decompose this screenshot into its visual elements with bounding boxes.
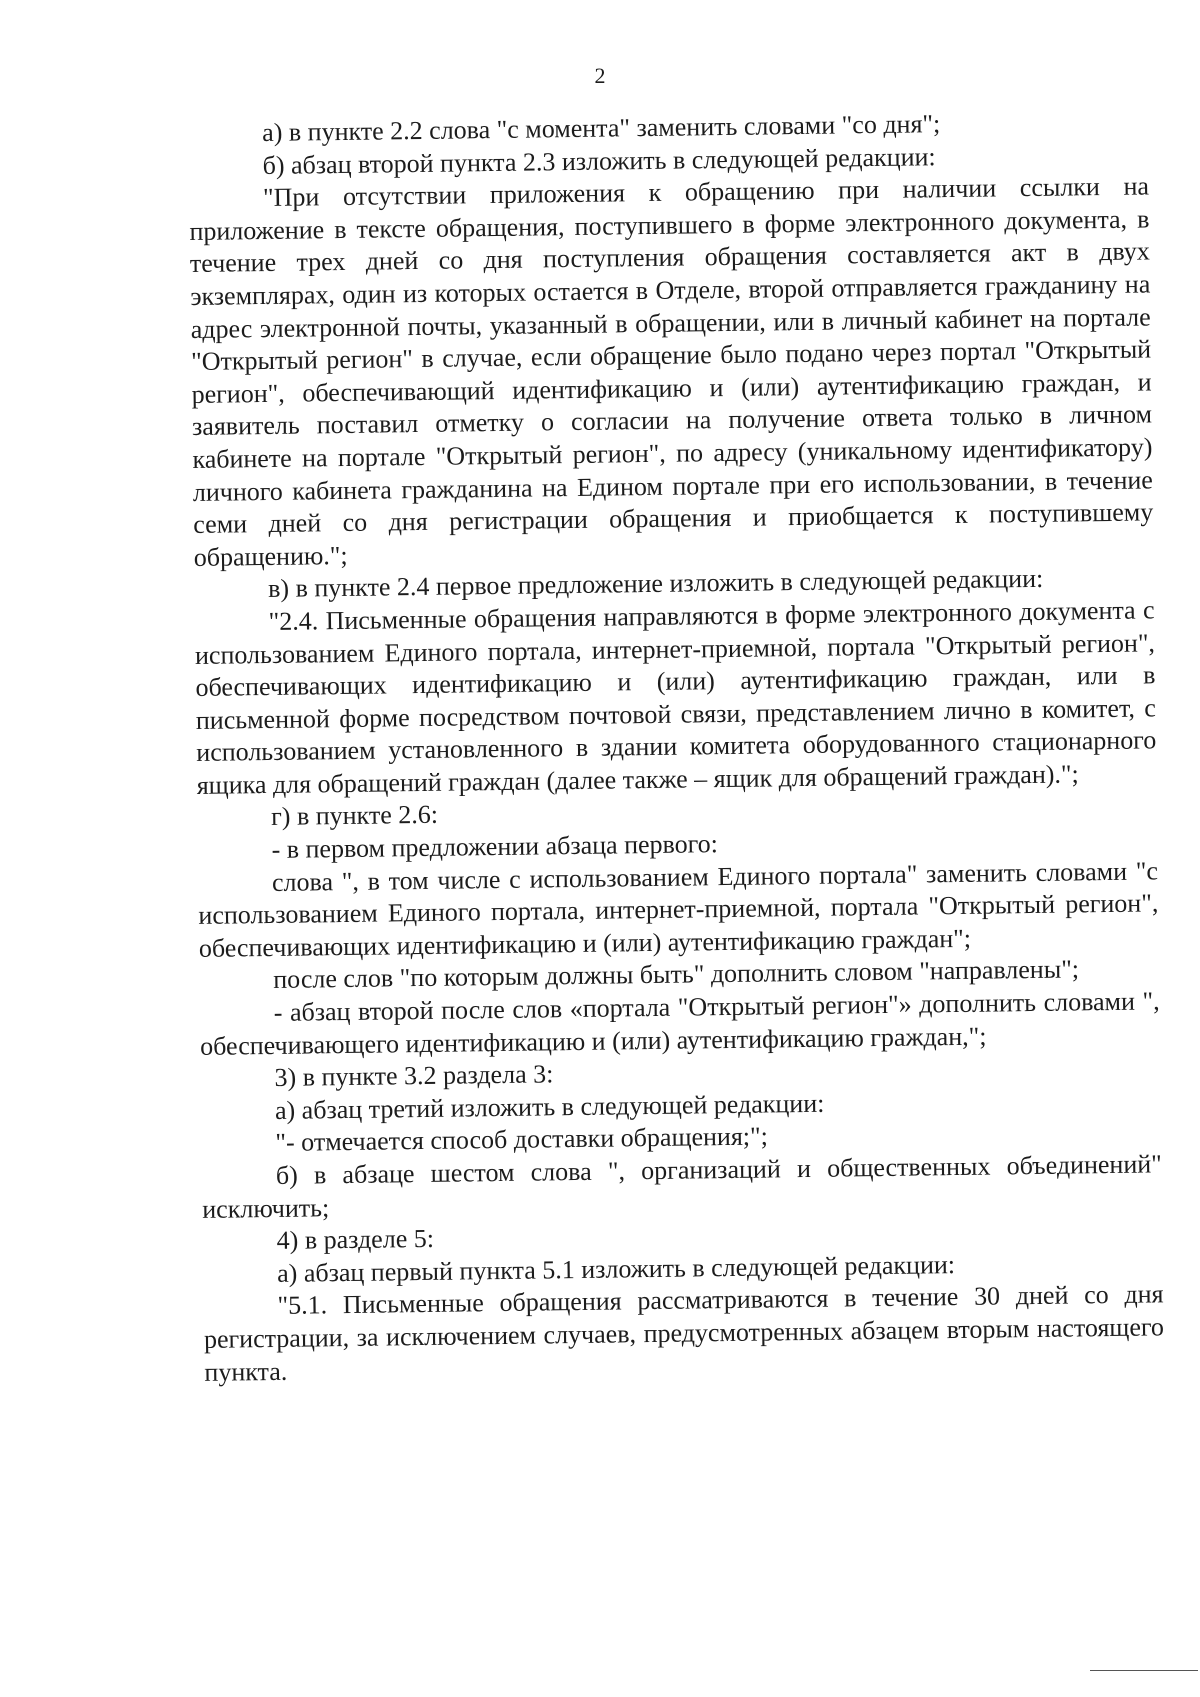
paragraph-2-4-heading: в) в пункте 2.4 первое предложение изложить в следующей редакции:: [267, 564, 1044, 604]
page-number: 2: [594, 63, 606, 88]
paragraph-2-3-heading: б) абзац второй пункта 2.3 изложить в следующей редакции:: [262, 141, 936, 180]
paragraph-5-1-text: "5.1. Письменные обращения рассматриваются в течение 30 дней со дня регистрации, за исключением случаев, предусмотренных абзацем вторым настоящего пункта.: [203, 1279, 1165, 1387]
paragraph-3-2-third: а) абзац третий изложить в следующей редакции:: [274, 1088, 825, 1125]
paragraph-5-heading: 4) в разделе 5:: [276, 1224, 435, 1256]
document-body: [188, 105, 1165, 1389]
paragraph-3-2-heading: 3) в пункте 3.2 раздела 3:: [274, 1059, 554, 1093]
paragraph-2-4-text: "2.4. Письменные обращения направляются в форме электронного документа с использованием Единого портала, интернет-приемной, портала "Открытый регион", обеспечивающих идентификацию и (или) аутентификацию граждан, или в письменной форме посредством почтовой связи, представлением лично в комитет, с использованием установленного в здании комитета оборудованного стационарного ящика для обращений граждан (далее также – ящик для обращений граждан).";: [194, 595, 1157, 800]
paragraph-2-2: а) в пункте 2.2 слова "с момента" заменить словами "со дня";: [262, 109, 941, 148]
scan-edge-line: [1090, 1670, 1198, 1671]
paragraph-5-1-heading: а) абзац первый пункта 5.1 изложить в следующей редакции:: [276, 1249, 956, 1288]
paragraph-2-6-first-sentence: - в первом предложении абзаца первого:: [271, 829, 719, 865]
paragraph-2-6-heading: г) в пункте 2.6:: [270, 800, 439, 832]
paragraph-2-3-text: "При отсутствии приложения к обращению при наличии ссылки на приложение в тексте обращения, поступившего в форме электронного документа, в течение трех дней со дня поступления обращения составляется акт в двух экземплярах, один из которых остается в Отделе, второй отправляется гражданину на адрес электронной почты, указанный в обращении, или в личный кабинет на портале "Открытый регион" в случае, если обращение было подано через портал "Открытый регион", обеспечивающий идентификацию и (или) аутентификацию граждан, и заявитель поставил отметку о согласии на получение ответа только в личном кабинете на портале "Открытый регион", по адресу (уникальному идентификатору) личного кабинета гражданина на Едином портале при его использовании, в течение семи дней со дня регистрации обращения и приобщается к поступившему обращению.";: [189, 171, 1154, 572]
paragraph-2-6-second: - абзац второй после слов «портала "Открытый регион"» дополнить словами ", обеспечивающего идентификацию и (или) аутентификацию граждан,";: [199, 986, 1160, 1061]
paragraph-2-6-replace: слова ", в том числе с использованием Единого портала" заменить словами "с использованием Единого портала, интернет-приемной, портала "Открытый регион", обеспечивающих идентификацию и (или) аутентификацию граждан";: [198, 856, 1159, 963]
paragraph-3-2-sixth: б) в абзаце шестом слова ", организаций и общественных объединений" исключить;: [202, 1149, 1162, 1224]
paragraph-3-2-third-text: "- отмечается способ доставки обращения;";: [275, 1121, 769, 1158]
paragraph-2-6-addition: после слов "по которым должны быть" дополнить словом "направлены";: [273, 954, 1080, 995]
